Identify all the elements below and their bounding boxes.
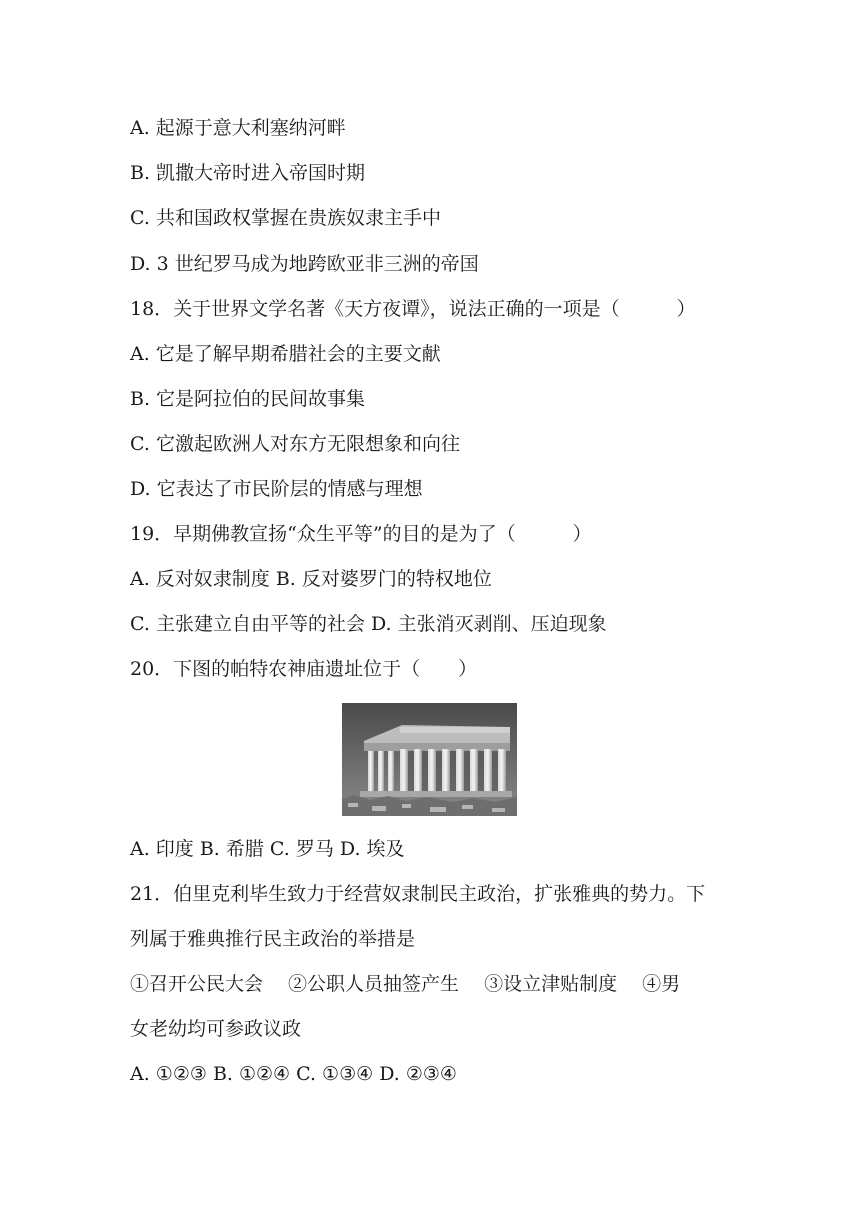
q17-option-c: C. 共和国政权掌握在贵族奴隶主手中	[130, 207, 441, 229]
q17-option-d: D. 3 世纪罗马成为地跨欧亚非三洲的帝国	[130, 253, 479, 275]
q21-items-line2: 女老幼均可参政议政	[130, 1018, 302, 1040]
q18-option-b: B. 它是阿拉伯的民间故事集	[130, 388, 366, 410]
q21-stem-line2: 列属于雅典推行民主政治的举措是	[130, 928, 416, 950]
q18-option-a: A. 它是了解早期希腊社会的主要文献	[130, 343, 441, 365]
q18-option-c: C. 它激起欧洲人对东方无限想象和向往	[130, 433, 460, 455]
q17-option-b: B. 凯撒大帝时进入帝国时期	[130, 162, 366, 184]
q18-option-d: D. 它表达了市民阶层的情感与理想	[130, 478, 423, 500]
q18-stem: 18．关于世界文学名著《天方夜谭》，说法正确的一项是（ ）	[130, 298, 696, 320]
q21-options: A. ①②③ B. ①②④ C. ①③④ D. ②③④	[130, 1063, 457, 1085]
q19-stem: 19．早期佛教宣扬“众生平等”的目的是为了（ ）	[130, 523, 592, 545]
q19-options-ab: A. 反对奴隶制度 B. 反对婆罗门的特权地位	[130, 568, 492, 590]
q19-options-cd: C. 主张建立自由平等的社会 D. 主张消灭剥削、压迫现象	[130, 613, 607, 635]
q17-option-a: A. 起源于意大利塞纳河畔	[130, 117, 346, 139]
q20-stem: 20．下图的帕特农神庙遗址位于（ ）	[130, 658, 478, 680]
q21-stem-line1: 21．伯里克利毕生致力于经营奴隶制民主政治，扩张雅典的势力。下	[130, 883, 706, 905]
q21-items-line1: ①召开公民大会 ②公职人员抽签产生 ③设立津贴制度 ④男	[130, 973, 681, 995]
q20-options: A. 印度 B. 希腊 C. 罗马 D. 埃及	[130, 838, 405, 860]
parthenon-photo	[342, 703, 517, 816]
